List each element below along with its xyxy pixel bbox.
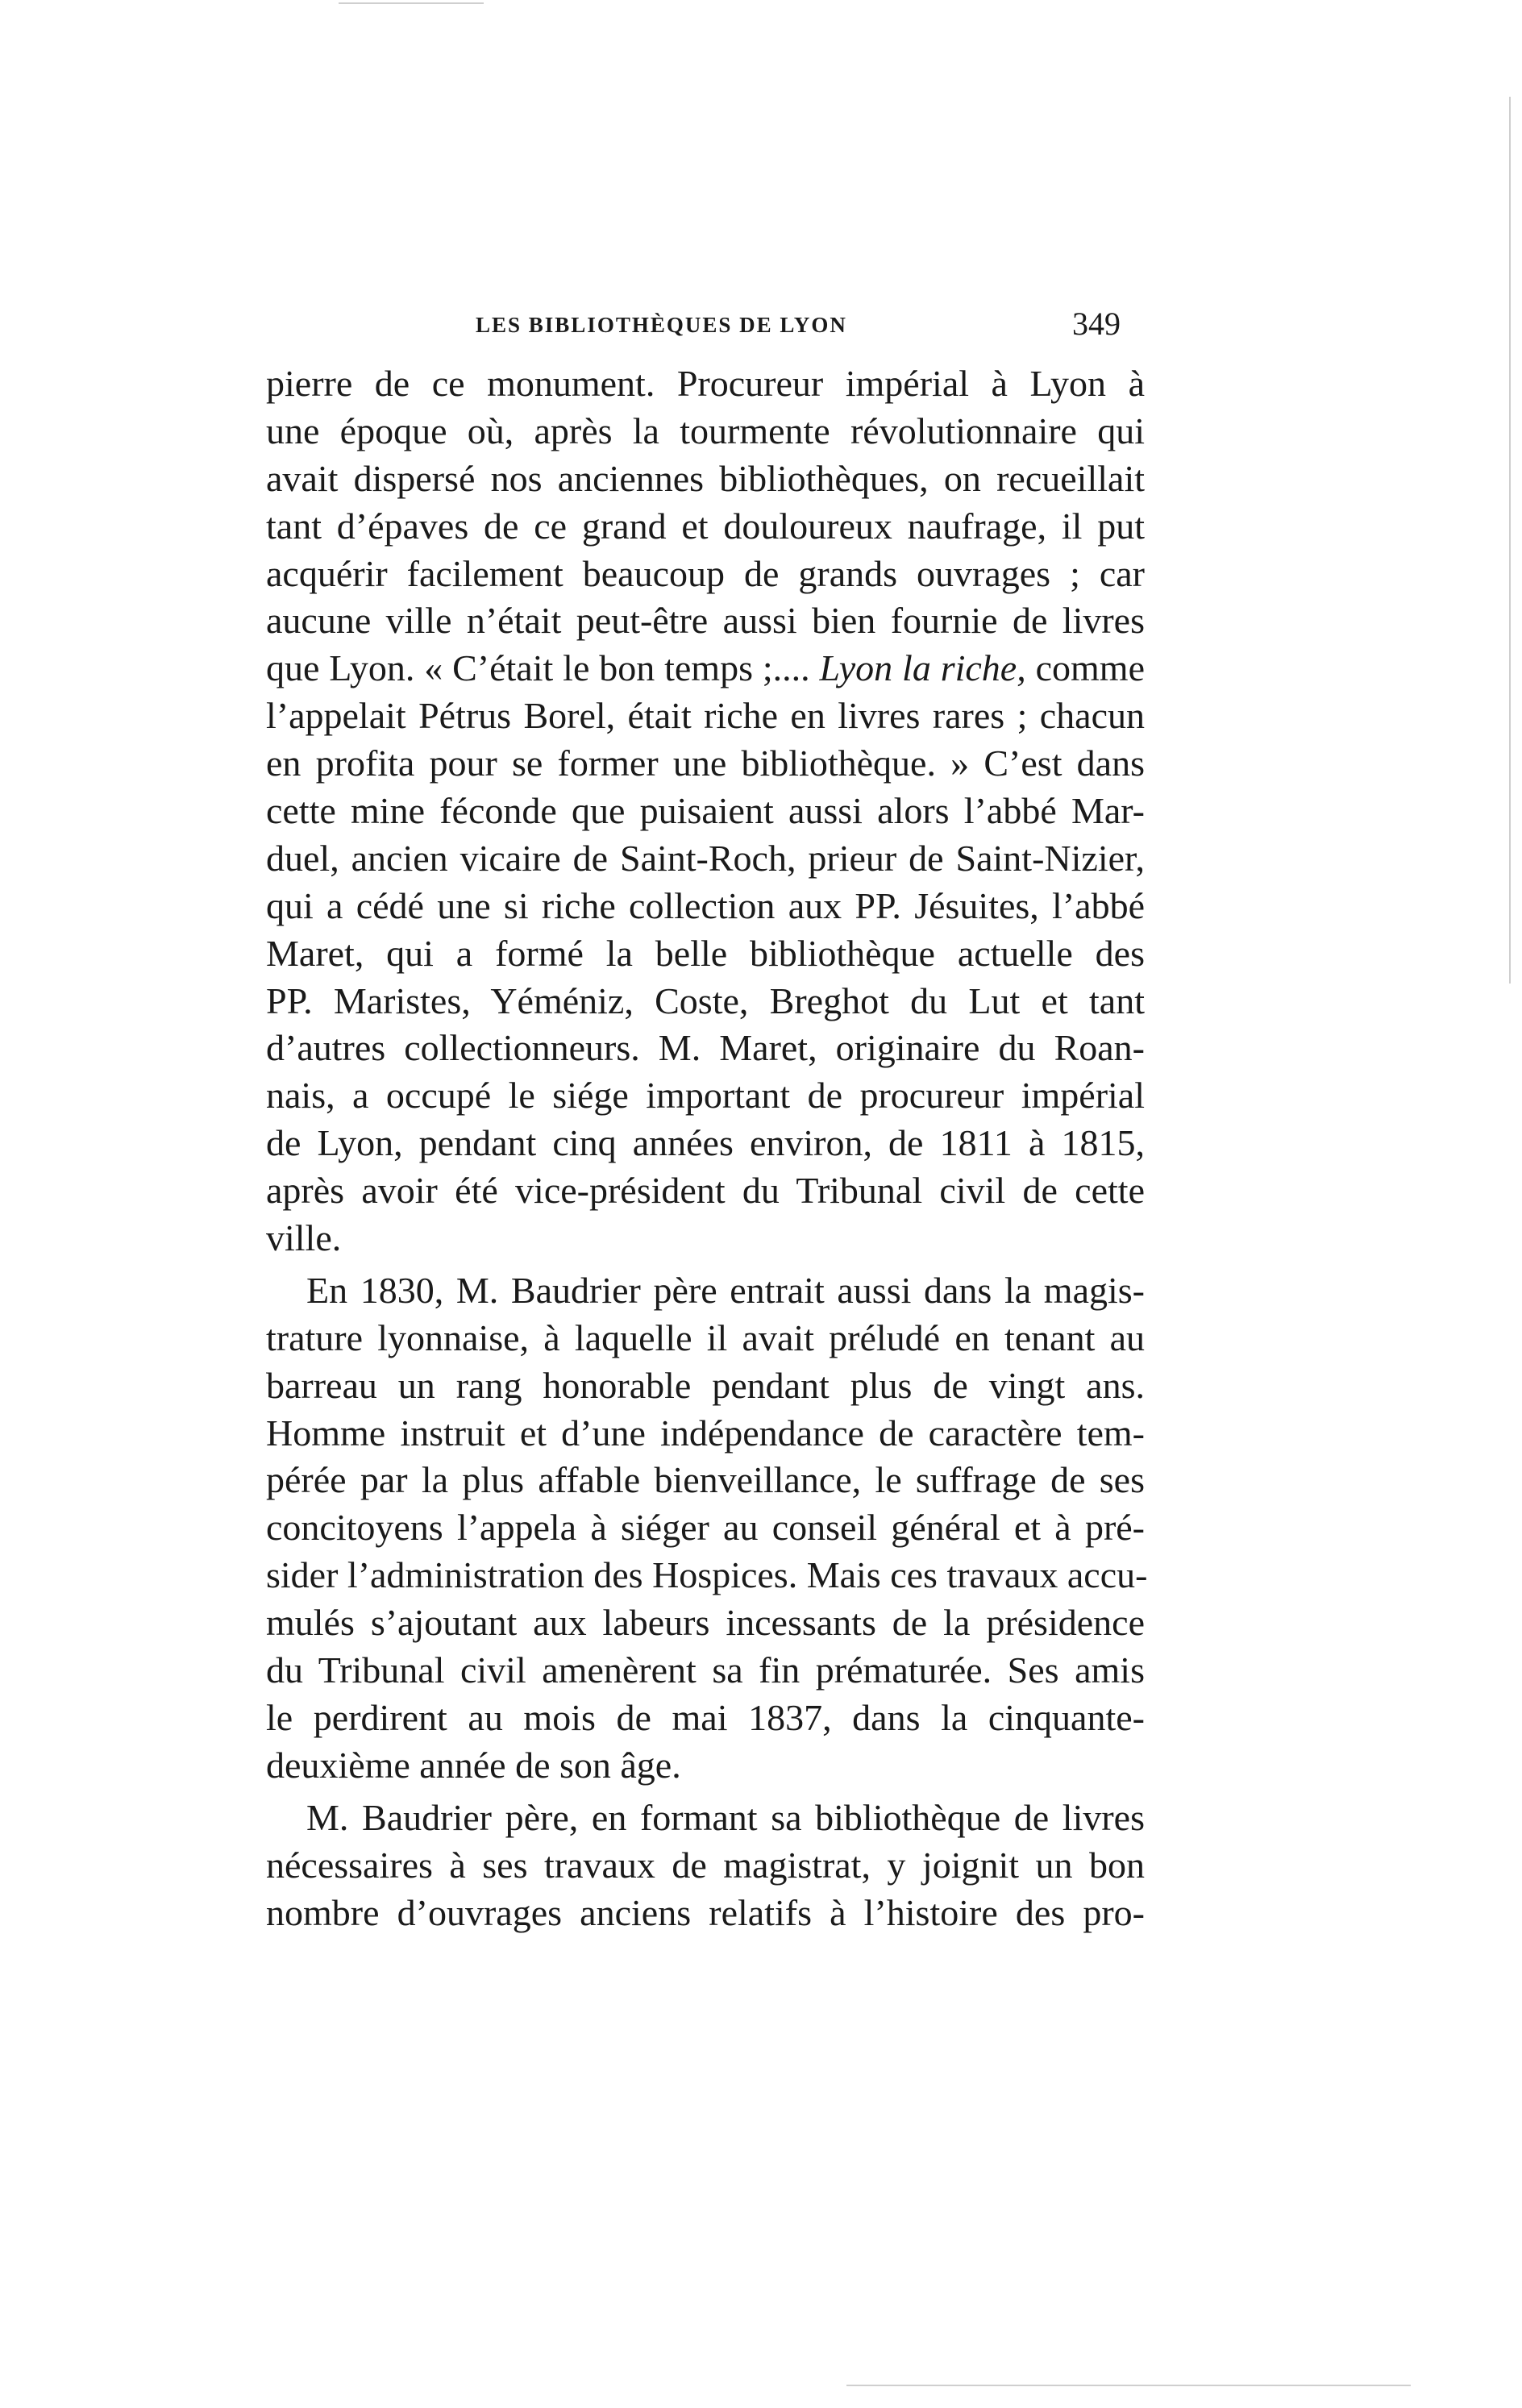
text-line: deuxième année de son âge. <box>266 1744 681 1786</box>
bottom-edge-rule <box>846 2385 1411 2386</box>
text-line: en profita pour se former une bibliothèque. » C’est dans <box>266 742 1145 784</box>
text-line: acquérir facilement beaucoup de grands ouvrages ; car <box>266 552 1145 594</box>
right-edge-rule <box>1509 97 1511 984</box>
text-line: Maret, qui a formé la belle bibliothèque actuelle des <box>266 932 1145 974</box>
paragraph-2 <box>266 1267 1148 1790</box>
text-line: nécessaires à ses travaux de magistrat, y joignit un bon <box>266 1844 1145 1886</box>
text-line: une époque où, après la tourmente révolutionnaire qui <box>266 410 1145 451</box>
text-line: M. Baudrier père, en formant sa bibliothèque de livres <box>306 1796 1145 1838</box>
page-header <box>266 305 1121 353</box>
text-line: qui a cédé une si riche collection aux PP. Jésuites, l’abbé <box>266 884 1145 926</box>
text-line: En 1830, M. Baudrier père entrait aussi dans la magis- <box>306 1269 1145 1311</box>
text-line: nombre d’ouvrages anciens relatifs à l’histoire des pro- <box>266 1891 1145 1933</box>
paragraph-1 <box>266 360 1145 1262</box>
text-line: avait dispersé nos anciennes bibliothèques, on recueillait <box>266 457 1145 499</box>
text-line: après avoir été vice-président du Tribunal civil de cette <box>266 1170 1145 1212</box>
text-line: sider l’administration des Hospices. Mais ces travaux accu- <box>266 1554 1148 1596</box>
text-line: tant d’épaves de ce grand et douloureux naufrage, il put <box>266 505 1145 547</box>
text-line: le perdirent au mois de mai 1837, dans la cinquante- <box>266 1696 1145 1738</box>
text-line: que Lyon. « C’était le bon temps ;.... Lyon la riche, comme <box>266 647 1145 689</box>
text-line: de Lyon, pendant cinq années environ, de 1811 à 1815, <box>266 1122 1145 1164</box>
text-line: du Tribunal civil amenèrent sa fin prématurée. Ses amis <box>266 1649 1145 1691</box>
text-line: d’autres collectionneurs. M. Maret, originaire du Roan- <box>266 1027 1145 1069</box>
running-title: LES BIBLIOTHÈQUES DE LYON <box>476 313 847 337</box>
text-line: barreau un rang honorable pendant plus de vingt ans. <box>266 1364 1145 1406</box>
text-line: trature lyonnaise, à laquelle il avait préludé en tenant au <box>266 1316 1145 1358</box>
body-text <box>266 360 1148 1936</box>
text-line: Homme instruit et d’une indépendance de caractère tem- <box>266 1412 1145 1454</box>
text-line: l’appelait Pétrus Borel, était riche en livres rares ; chacun <box>266 695 1145 737</box>
text-line: pierre de ce monument. Procureur impérial à Lyon à <box>266 363 1145 404</box>
text-line: aucune ville n’était peut-être aussi bien fournie de livres <box>266 600 1145 642</box>
top-edge-rule <box>339 2 484 4</box>
text-line: pérée par la plus affable bienveillance, le suffrage de ses <box>266 1459 1145 1501</box>
text-line: duel, ancien vicaire de Saint-Roch, prieur de Saint-Nizier, <box>266 837 1145 879</box>
paragraph-3 <box>266 1795 1145 1937</box>
text-line: mulés s’ajoutant aux labeurs incessants de la présidence <box>266 1602 1145 1644</box>
text-line: ville. <box>266 1217 342 1259</box>
text-line: concitoyens l’appela à siéger au conseil général et à pré- <box>266 1507 1145 1549</box>
text-line: nais, a occupé le siége important de procureur impérial <box>266 1075 1145 1117</box>
page-number: 349 <box>1072 306 1121 342</box>
text-line: PP. Maristes, Yéméniz, Coste, Breghot du Lut et tant <box>266 979 1145 1021</box>
text-line: cette mine féconde que puisaient aussi alors l’abbé Mar- <box>266 790 1145 832</box>
